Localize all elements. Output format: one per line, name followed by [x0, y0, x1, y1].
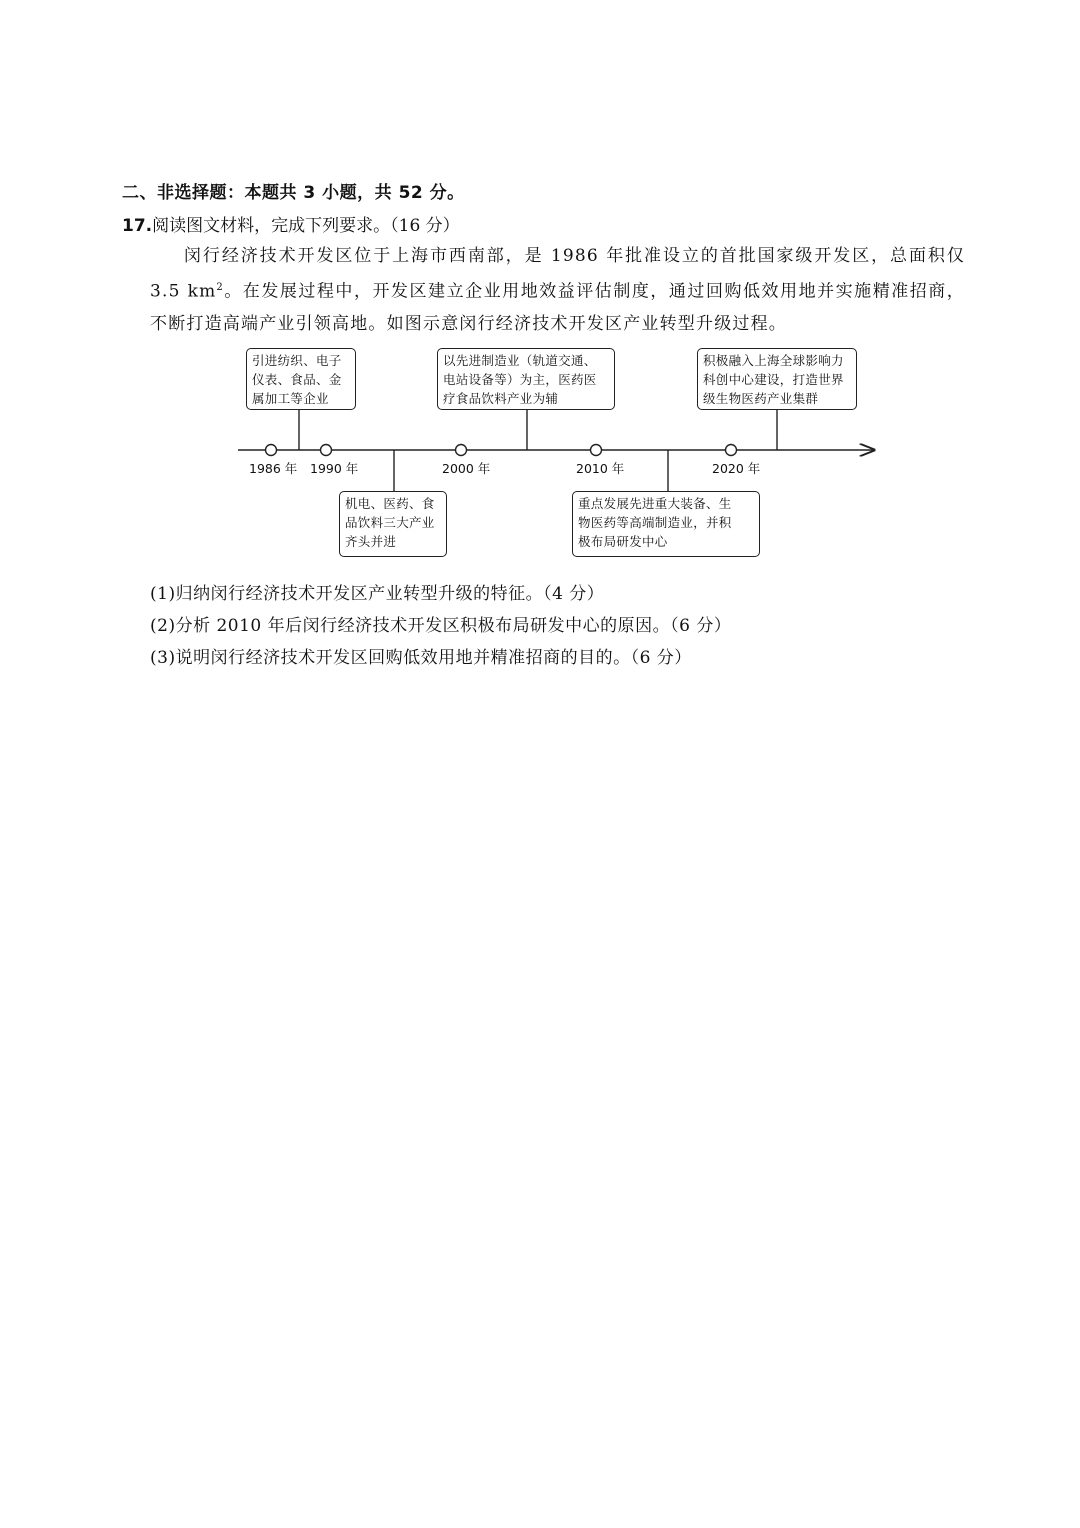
area-unit-superscript: 2: [216, 282, 224, 293]
timeline-box-2020: 积极融入上海全球影响力 科创中心建设，打造世界 级生物医药产业集群: [697, 348, 857, 410]
question-instruction: 阅读图文材料，完成下列要求。（16 分）: [152, 216, 460, 236]
year-marker-2020: [726, 445, 737, 456]
year-marker-2010: [591, 445, 602, 456]
timeline-box-2000: 以先进制造业（轨道交通、 电站设备等）为主，医药医 疗食品饮料产业为辅: [437, 348, 615, 410]
timeline-box-1990s: 机电、医药、食 品饮料三大产业 齐头并进: [339, 491, 447, 557]
year-label-1990: 1990 年: [310, 461, 359, 476]
year-marker-1986: [266, 445, 277, 456]
year-label-2000: 2000 年: [442, 461, 491, 476]
year-marker-1990: [321, 445, 332, 456]
timeline-box-1986: 引进纺织、电子 仪表、食品、金 属加工等企业: [246, 348, 356, 410]
question-number: 17.: [122, 216, 153, 236]
timeline-box-2010s: 重点发展先进重大装备、生 物医药等高端制造业，并积 极布局研发中心: [572, 491, 760, 557]
sub-question-2: (2)分析 2010 年后闵行经济技术开发区积极布局研发中心的原因。（6 分）: [150, 616, 732, 636]
material-text-2: 。在发展过程中，开发区建立企业用地效益评估制度，通过回购低效用地并实施精准招商，不断打造高端产业引领高地。如图示意闵行经济技术开发区产业转型升级过程。: [150, 281, 965, 334]
section-title: 二、非选择题：本题共 3 小题，共 52 分。: [122, 183, 465, 203]
sub-question-1: (1)归纳闵行经济技术开发区产业转型升级的特征。（4 分）: [150, 584, 605, 604]
material-text-1: 闵行经济技术开发区位于上海市西南部，是 1986 年批准设立的首批国家级开发区，总面积仅 3.5 km: [150, 246, 965, 302]
year-label-1986: 1986 年: [249, 461, 298, 476]
sub-question-3: (3)说明闵行经济技术开发区回购低效用地并精准招商的目的。（6 分）: [150, 648, 692, 668]
year-marker-2000: [456, 445, 467, 456]
year-label-2010: 2010 年: [576, 461, 625, 476]
question-material: [150, 240, 965, 340]
question-header: [122, 211, 460, 236]
year-label-2020: 2020 年: [712, 461, 761, 476]
